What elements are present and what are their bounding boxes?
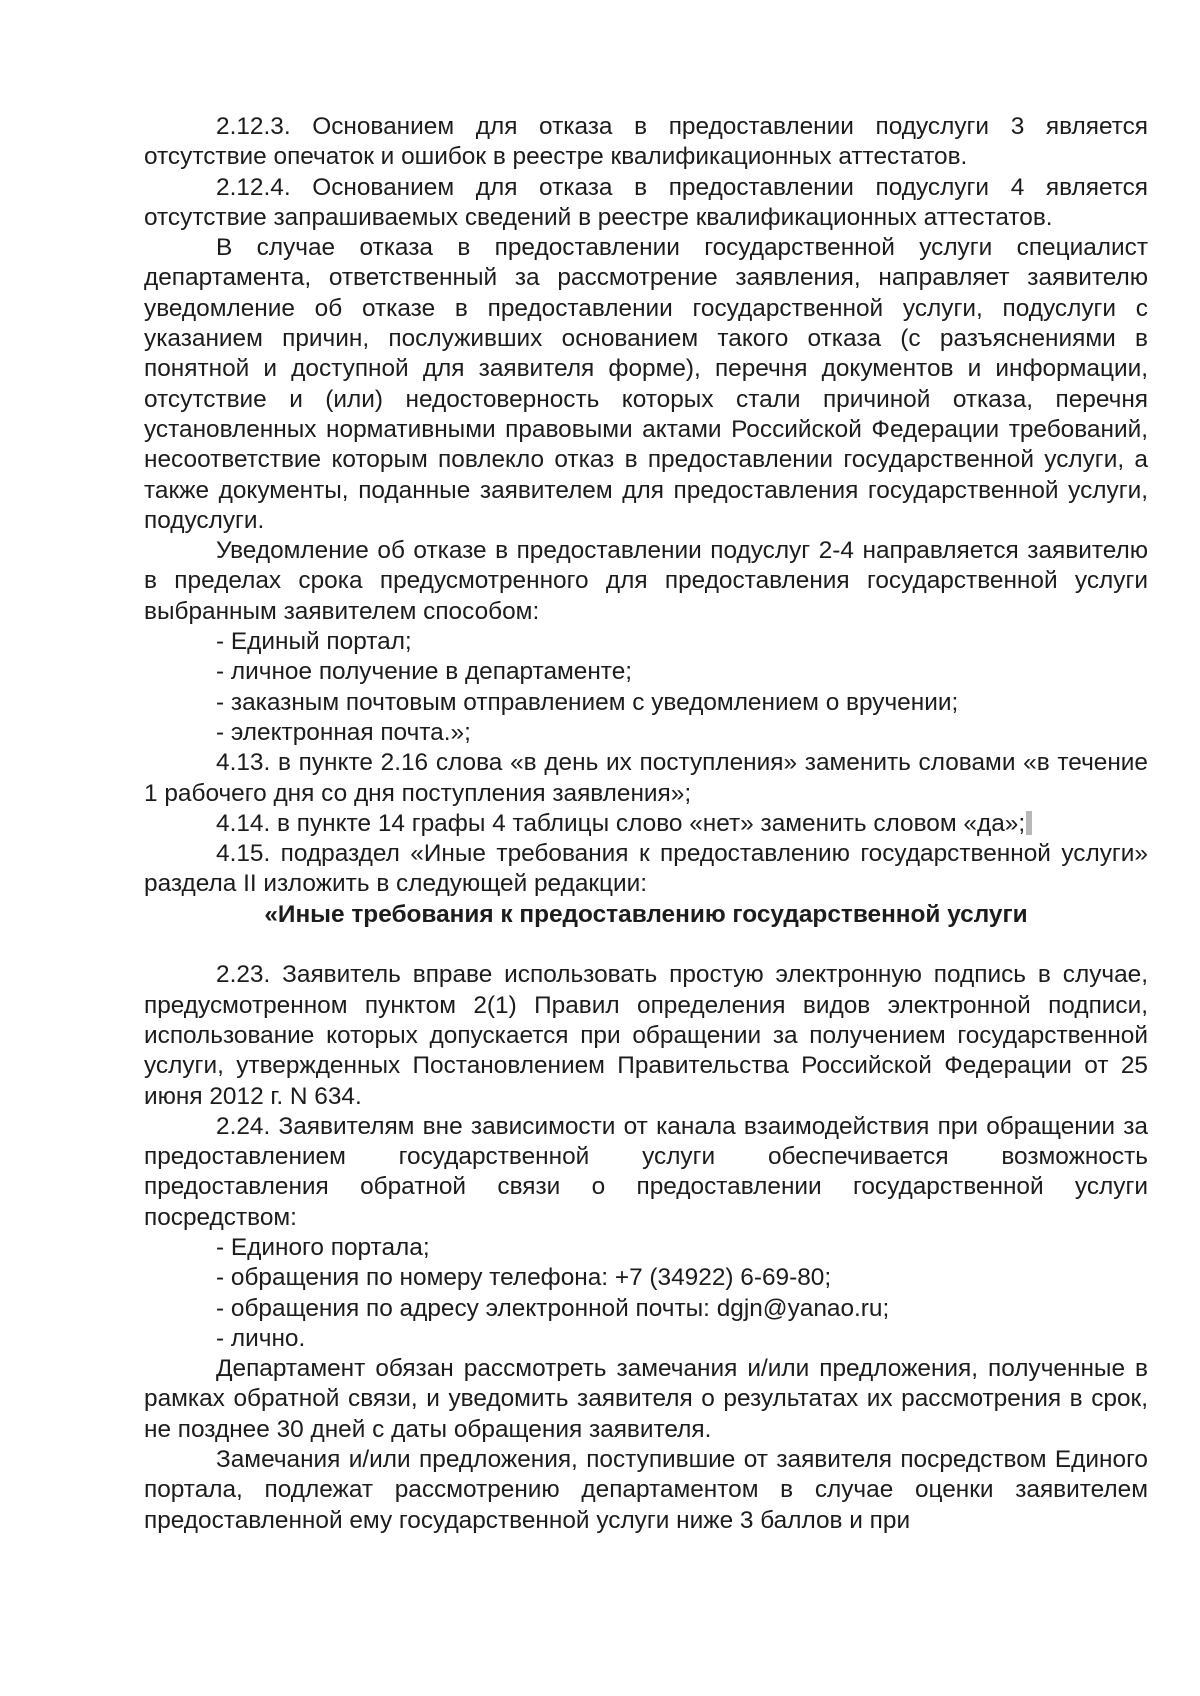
document-body	[144, 112, 1148, 1536]
paragraph-2-24: 2.24. Заявителям вне зависимости от канала взаимодействия при обращении за предоставлением государственной услуги обеспечивается возможность предоставления обратной связи о предоставлении государственной услуги посредством:	[144, 1112, 1148, 1231]
text-cursor-icon	[1026, 811, 1032, 835]
paragraph-4-13: 4.13. в пункте 2.16 слова «в день их поступления» заменить словами «в течение 1 рабочего дня со дня поступления заявления»;	[144, 749, 1148, 807]
list-item-in-person: - лично.	[216, 1324, 306, 1352]
blank-line	[144, 930, 1148, 960]
section-heading: «Иные требования к предоставлению государственной услуги	[264, 900, 1028, 928]
paragraph-department-obligation: Департамент обязан рассмотреть замечания и/или предложения, полученные в рамках обратной связи, и уведомить заявителя о результатах их рассмотрения в срок, не позднее 30 дней с даты обращения заявителя.	[144, 1355, 1148, 1443]
list-item-email: - электронная почта.»;	[216, 718, 471, 746]
list-item-registered-mail: - заказным почтовым отправлением с уведомлением о вручении;	[216, 688, 959, 716]
list-item-personal-receipt: - личное получение в департаменте;	[216, 658, 633, 686]
paragraph-4-14	[144, 809, 1148, 839]
paragraph-2-12-4: 2.12.4. Основанием для отказа в предоставлении подуслуги 4 является отсутствие запрашиваемых сведений в реестре квалификационных аттестатов.	[144, 173, 1148, 231]
paragraph-portal-remarks: Замечания и/или предложения, поступившие от заявителя посредством Единого портала, подлежат рассмотрению департаментом в случае оценки заявителем предоставленной ему государственной услуги ниже 3 баллов и при	[144, 1446, 1148, 1534]
paragraph-2-12-3: 2.12.3. Основанием для отказа в предоставлении подуслуги 3 является отсутствие опечаток и ошибок в реестре квалификационных аттестатов.	[144, 113, 1148, 171]
paragraph-4-14-text: 4.14. в пункте 14 графы 4 таблицы слово «нет» заменить словом «да»;	[216, 809, 1026, 837]
paragraph-refusal-notice: В случае отказа в предоставлении государственной услуги специалист департамента, ответственный за рассмотрение заявления, направляет заявителю уведомление об отказе в предоставлении государственной услуги, подуслуги с указанием причин, послуживших основанием такого отказа (с разъяснениями в понятной и доступной для заявителя форме), перечня документов и информации, отсутствие и (или) недостоверность которых стали причиной отказа, перечня установленных нормативными правовыми актами Российской Федерации требований, несоответствие которым повлекло отказ в предоставлении государственной услуги, а также документы, поданные заявителем для предоставления государственной услуги, подуслуги.	[144, 234, 1148, 534]
list-item-phone: - обращения по номеру телефона: +7 (34922) 6-69-80;	[216, 1264, 832, 1292]
list-item-unified-portal: - Единый портал;	[216, 628, 412, 656]
paragraph-2-23: 2.23. Заявитель вправе использовать простую электронную подпись в случае, предусмотренном пунктом 2(1) Правил определения видов электронной подписи, использование которых допускается при обращении за получением государственной услуги, утвержденных Постановлением Правительства Российской Федерации от 25 июня 2012 г. N 634.	[144, 961, 1148, 1110]
paragraph-notification-methods: Уведомление об отказе в предоставлении подуслуг 2-4 направляется заявителю в пределах срока предусмотренного для предоставления государственной услуги выбранным заявителем способом:	[144, 537, 1148, 625]
paragraph-4-15: 4.15. подраздел «Иные требования к предоставлению государственной услуги» раздела II изложить в следующей редакции:	[144, 840, 1148, 898]
list-item-email-address: - обращения по адресу электронной почты: dgjn@yanao.ru;	[216, 1294, 890, 1322]
list-item-unified-portal-feedback: - Единого портала;	[216, 1233, 430, 1261]
